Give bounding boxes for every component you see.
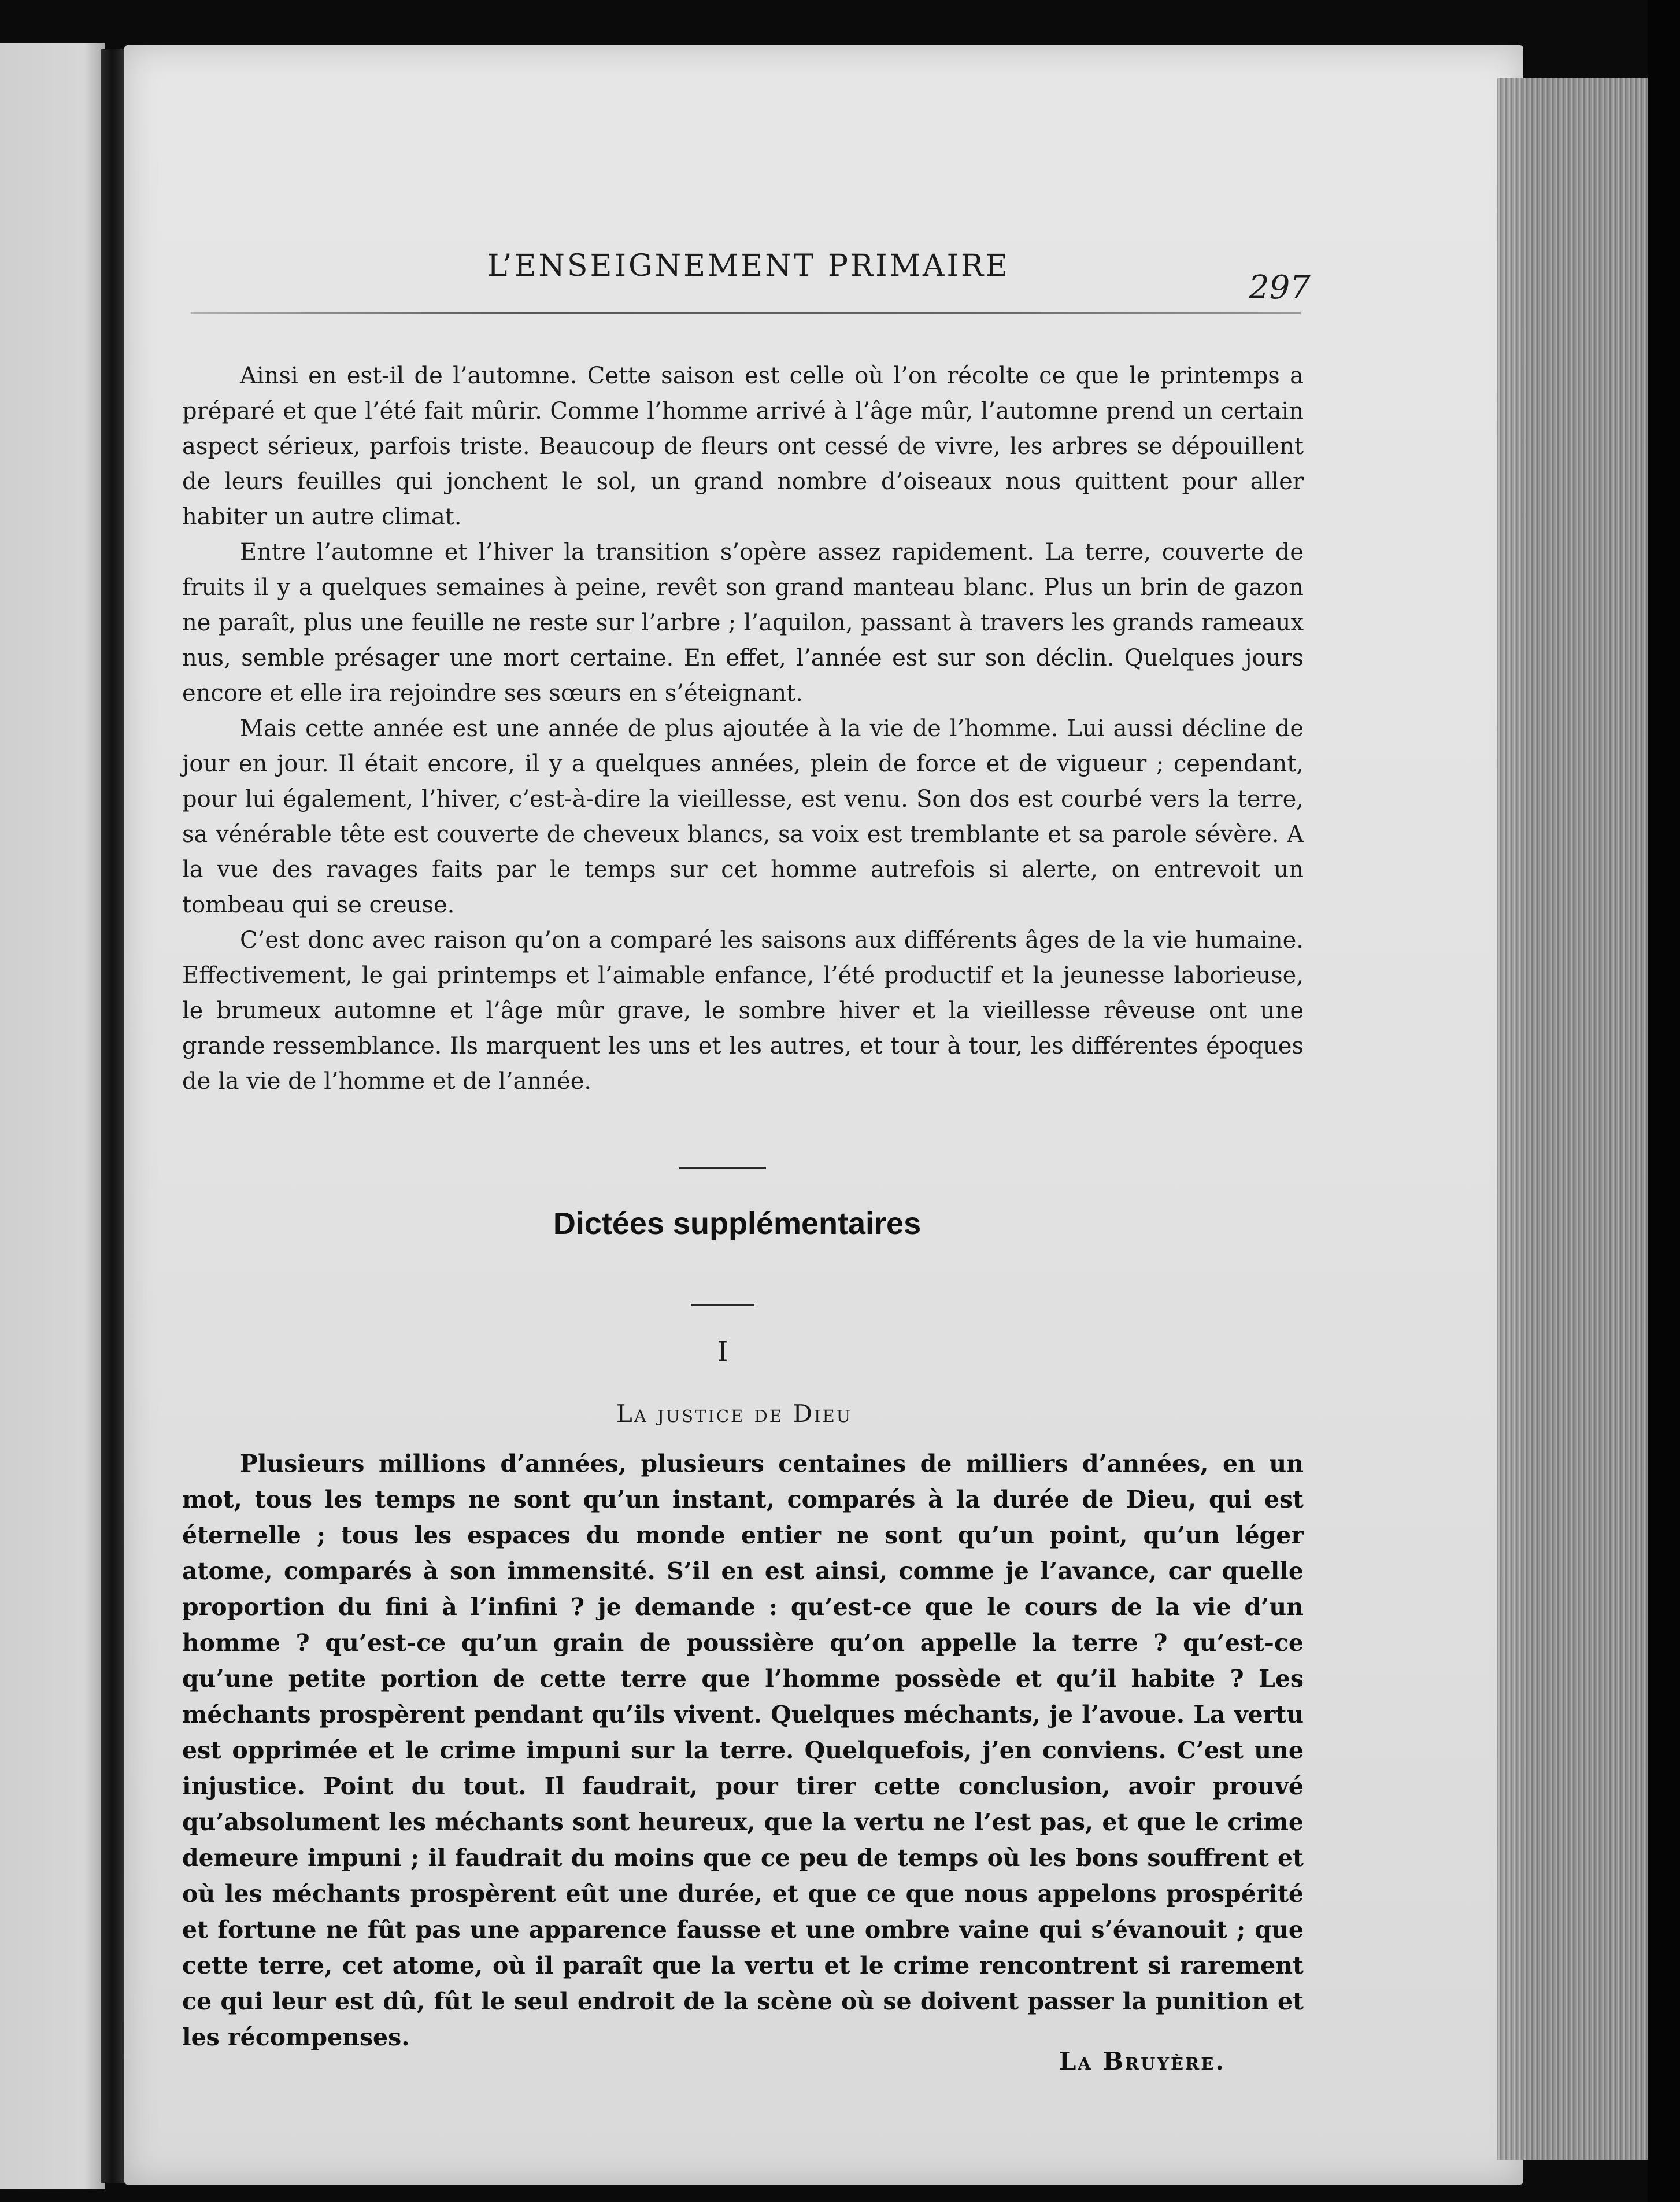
intro-text [182,359,1304,1099]
intro-paragraph: Mais cette année est une année de plus ajoutée à la vie de l’homme. Lui aussi décline de jour en jour. Il était encore, il y a quelques années, plein de force et de vigueur ; cependant, pour lui également, l’hiver, c’est-à-dire la vieillesse, est venu. Son dos est courbé vers la terre, sa vénérable tête est couverte de cheveux blancs, sa voix est tremblante et sa parole sévère. A la vue des ravages faits par le temps sur cet homme autrefois si alerte, on entrevoit un tombeau qui se creuse. [182,715,1304,918]
separator-rule [679,1167,766,1169]
dictation-text [182,1446,1304,2055]
facing-page-edge [0,43,105,2189]
section-heading: Dictées supplémentaires [553,1206,922,1241]
dictation-numeral: I [717,1336,728,1368]
background-edge [1648,0,1680,2202]
intro-paragraph: C’est donc avec raison qu’on a comparé les saisons aux différents âges de la vie humaine. Effectivement, le gai printemps et l’aimable enfance, l’été productif et la jeunesse laborieuse, le brumeux automne et l’âge mûr grave, le sombre hiver et la vieillesse rêveuse ont une grande ressemblance. Ils marquent les uns et les autres, et tour à tour, les différentes époques de la vie de l’homme et de l’année. [182,927,1304,1095]
dictation-paragraph: Plusieurs millions d’années, plusieurs centaines de milliers d’années, en un mot, tous les temps ne sont qu’un instant, comparés à la durée de Dieu, qui est éternelle ; tous les espaces du monde entier ne sont qu’un point, qu’un léger atome, comparés à son immensité. S’il en est ainsi, comme je l’avance, car quelle proportion du fini à l’infini ? je demande : qu’est-ce que le cours de la vie d’un homme ? qu’est-ce qu’un grain de poussière qu’on appelle la terre ? qu’est-ce qu’une petite portion de cette terre que l’homme possède et qu’il habite ? Les méchants prospèrent pendant qu’ils vivent. Quelques méchants, je l’avoue. La vertu est opprimée et le crime impuni sur la terre. Quelquefois, j’en conviens. C’est une injustice. Point du tout. Il faudrait, pour tirer cette conclusion, avoir prouvé qu’absolument les méchants sont heureux, que la vertu ne l’est pas, et que le crime demeure impuni ; il faudrait du moins que ce peu de temps où les bons souffrent et où les méchants prospèrent eût une durée, et que ce que nous appelons prospérité et fortune ne fût pas une apparence fausse et une ombre vaine qui s’évanouit ; que cette terre, cet atome, où il paraît que la vertu et le crime rencontrent si rarement ce qui leur est dû, fût le seul endroit de la scène où se doivent passer la punition et les récompenses. [182,1450,1304,2051]
page-number: 297 [1249,269,1311,306]
running-header-title: L’ENSEIGNEMENT PRIMAIRE [487,249,1011,283]
intro-paragraph: Entre l’automne et l’hiver la transition s’opère assez rapidement. La terre, couverte de fruits il y a quelques semaines à peine, revêt son grand manteau blanc. Plus un brin de gazon ne paraît, plus une feuille ne reste sur l’arbre ; l’aquilon, passant à travers les grands rameaux nus, semble présager une mort certaine. En effet, l’année est sur son déclin. Quelques jours encore et elle ira rejoindre ses sœurs en s’éteignant. [182,539,1304,707]
page-stack-edge [1497,78,1648,2160]
heading-underline [691,1304,754,1306]
dictation-title: La justice de Dieu [616,1399,853,1428]
author-signature: La Bruyère. [1059,2047,1226,2075]
header-rule [191,312,1301,314]
intro-paragraph: Ainsi en est-il de l’automne. Cette saison est celle où l’on récolte ce que le printemps a préparé et que l’été fait mûrir. Comme l’homme arrivé à l’âge mûr, l’automne prend un certain aspect sérieux, parfois triste. Beaucoup de fleurs ont cessé de vivre, les arbres se dépouillent de leurs feuilles qui jonchent le sol, un grand nombre d’oiseaux nous quittent pour aller habiter un autre climat. [182,363,1304,530]
